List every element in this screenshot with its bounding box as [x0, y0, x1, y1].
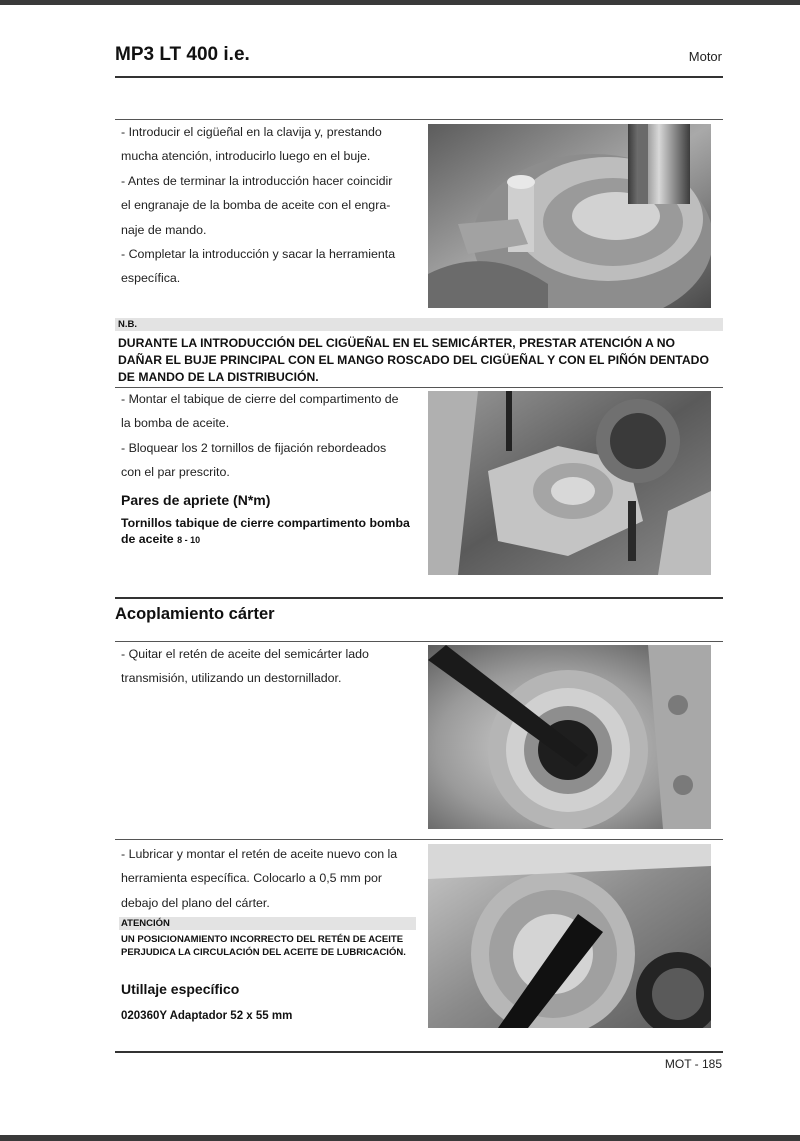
tools-item: 020360Y Adaptador 52 x 55 mm — [121, 1010, 293, 1022]
step-line: - Completar la introducción y sacar la herramienta — [121, 247, 396, 262]
step-line: - Quitar el retén de aceite del semicárter lado — [121, 647, 369, 661]
step-line: - Bloquear los 2 tornillos de fijación rebordeados — [121, 440, 387, 455]
step-line: específica. — [121, 271, 181, 286]
step-line: naje de mando. — [121, 222, 207, 237]
torque-spec — [121, 516, 421, 548]
section-rule — [115, 597, 723, 599]
footer-rule — [115, 1051, 723, 1053]
step-line: - Montar el tabique de cierre del compartimento de — [121, 392, 399, 406]
section-label: Motor — [688, 49, 722, 64]
photo-oil-pump-cover — [428, 391, 711, 575]
photo-oil-seal-installation — [428, 844, 711, 1028]
torque-item: Tornillos tabique de cierre compartimento bomba de aceite — [121, 516, 410, 546]
tools-heading: Utillaje específico — [121, 981, 240, 997]
document-title: MP3 LT 400 i.e. — [115, 44, 250, 65]
block1-instructions — [121, 120, 421, 291]
header-rule — [115, 76, 723, 78]
photo-crankshaft-insertion — [428, 124, 711, 308]
block3-instructions — [121, 642, 421, 691]
bottom-border — [0, 1135, 800, 1141]
step-line: con el par prescrito. — [121, 465, 230, 480]
step-line: la bomba de aceite. — [121, 416, 230, 431]
note-label: N.B. — [118, 319, 137, 330]
warning-text: UN POSICIONAMIENTO INCORRECTO DEL RETÉN DE ACEITE PERJUDICA LA CIRCULACIÓN DEL ACEITE DE LUBRICACIÓN. — [121, 934, 406, 958]
warning-label: ATENCIÓN — [121, 918, 170, 929]
block2-instructions — [121, 387, 421, 485]
step-line: - Introducir el cigüeñal en la clavija y, prestando — [121, 125, 382, 139]
note-label-bar — [115, 318, 723, 331]
torque-heading: Pares de apriete (N*m) — [121, 492, 271, 508]
torque-value: 8 - 10 — [177, 534, 201, 545]
note-text: DURANTE LA INTRODUCCIÓN DEL CIGÜEÑAL EN EL SEMICÁRTER, PRESTAR ATENCIÓN A NO DAÑAR EL BUJE PRINCIPAL CON EL MANGO ROSCADO DEL CIGÜEÑAL Y CON EL PIÑÓN DENTADO DE MANDO DE LA DISTRIBUCIÓN. — [118, 336, 709, 384]
step-line: transmisión, utilizando un destornillador. — [121, 671, 342, 686]
step-line: debajo del plano del cárter. — [121, 895, 270, 910]
step-line: - Lubricar y montar el retén de aceite nuevo con la — [121, 847, 398, 861]
top-border — [0, 0, 800, 5]
page-number: MOT - 185 — [664, 1057, 722, 1071]
block4-instructions — [121, 842, 421, 915]
block-rule-4 — [115, 839, 723, 840]
step-line: mucha atención, introducirlo luego en el buje. — [121, 149, 371, 164]
step-line: el engranaje de la bomba de aceite con el engra- — [121, 198, 391, 213]
section-heading: Acoplamiento cárter — [115, 605, 275, 623]
photo-oil-seal-removal — [428, 645, 711, 829]
step-line: herramienta específica. Colocarlo a 0,5 mm por — [121, 871, 383, 886]
step-line: - Antes de terminar la introducción hacer coincidir — [121, 173, 393, 188]
